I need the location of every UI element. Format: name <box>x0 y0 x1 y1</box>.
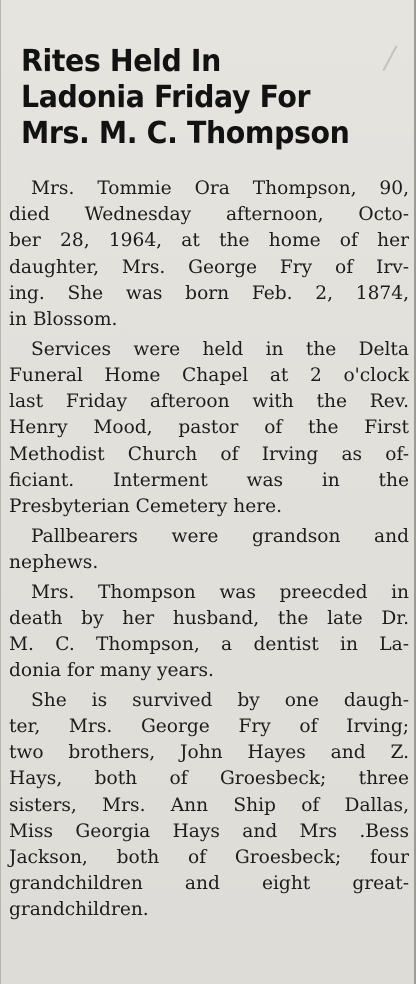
paragraph-death-notice <box>9 176 409 333</box>
text-line: Methodist Church of Irving as of- <box>9 443 409 465</box>
text-line: two brothers, John Hayes and Z. <box>9 742 409 764</box>
text-line: in Blossom. <box>9 309 118 331</box>
text-line: grandchildren. <box>9 899 149 921</box>
headline-line: Mrs. M. C. Thompson <box>21 116 350 151</box>
paragraph-survivors <box>9 688 409 924</box>
paragraph-preceded <box>9 580 409 685</box>
text-line: Mrs. Tommie Ora Thompson, 90, <box>31 178 409 199</box>
text-line: Presbyterian Cemetery here. <box>9 495 283 517</box>
text-line: Pallbearers were grandson and <box>31 525 409 547</box>
text-line: daughter, Mrs. George Fry of Irv- <box>9 256 409 278</box>
text-line: Hays, both of Groesbeck; three <box>9 768 409 790</box>
text-line: ter, Mrs. George Fry of Irving; <box>9 716 409 738</box>
headline-line: Rites Held In <box>21 44 221 79</box>
article-body <box>9 176 409 927</box>
text-line: ber 28, 1964, at the home of her <box>9 230 409 252</box>
paragraph-services <box>9 337 409 520</box>
text-line: Miss Georgia Hays and Mrs .Bess <box>9 820 409 842</box>
text-line: Mrs. Thompson was preecded in <box>31 581 409 603</box>
headline-line: Ladonia Friday For <box>21 80 311 115</box>
text-line: Henry Mood, pastor of the First <box>9 417 409 439</box>
text-line: M. C. Thompson, a dentist in La- <box>9 633 409 655</box>
text-line: She is survived by one daugh- <box>31 689 409 711</box>
text-line: last Friday afteroon with the Rev. <box>9 391 409 413</box>
text-line: ing. She was born Feb. 2, 1874, <box>9 282 409 304</box>
text-line: died Wednesday afternoon, Octo- <box>9 204 409 226</box>
text-line: grandchildren and eight great- <box>9 873 409 895</box>
text-line: nephews. <box>9 551 99 573</box>
paragraph-pallbearers <box>9 524 409 576</box>
text-line: Jackson, both of Groesbeck; four <box>9 847 409 869</box>
headline <box>21 44 374 152</box>
text-line: sisters, Mrs. Ann Ship of Dallas, <box>9 794 409 816</box>
text-line: donia for many years. <box>9 660 214 682</box>
text-line: Funeral Home Chapel at 2 o'clock <box>9 364 409 386</box>
text-line: death by her husband, the late Dr. <box>9 607 409 629</box>
text-line: ficiant. Interment was in the <box>9 469 409 491</box>
text-line: Services were held in the Delta <box>31 338 409 360</box>
